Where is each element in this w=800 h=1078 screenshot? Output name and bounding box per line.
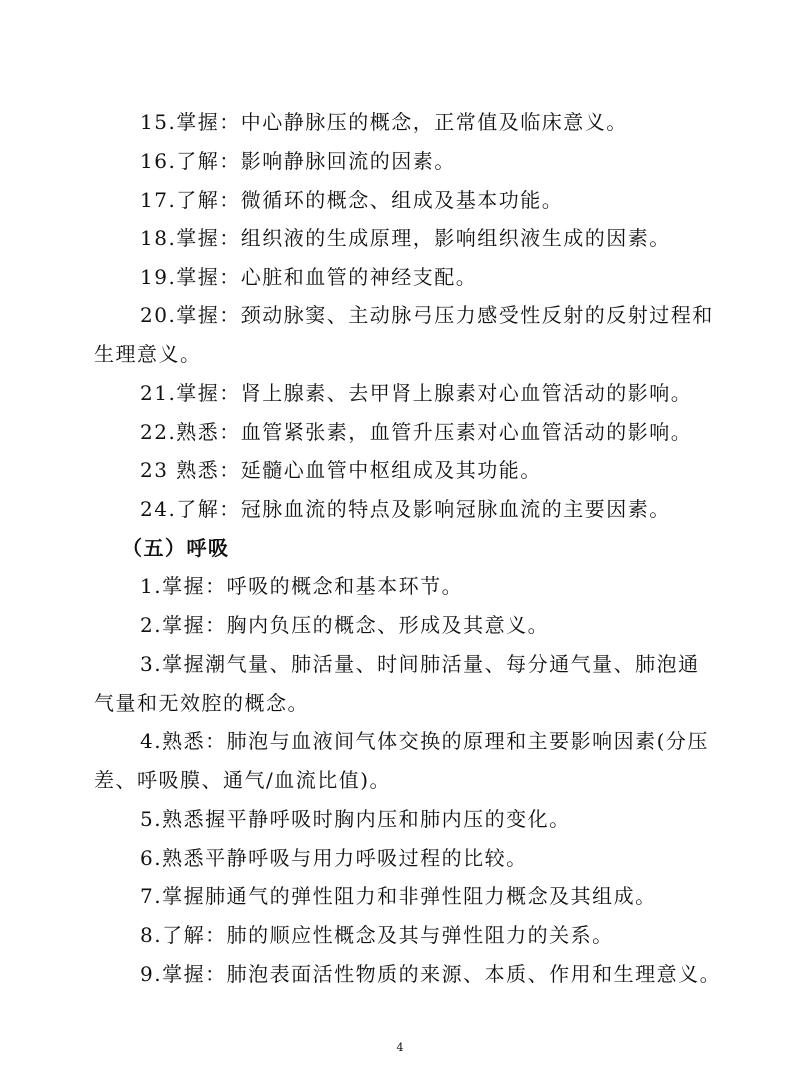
item-22: 22.熟悉：血管紧张素，血管升压素对心血管活动的影响。 [140, 420, 693, 444]
resp-item-4: 4.熟悉：肺泡与血液间气体交换的原理和主要影响因素(分压 [140, 729, 709, 753]
resp-item-3-continuation: 气量和无效腔的概念。 [94, 691, 309, 715]
item-15: 15.掌握：中心静脉压的概念，正常值及临床意义。 [140, 110, 628, 134]
item-17: 17.了解：微循环的概念、组成及基本功能。 [140, 188, 564, 212]
section-heading-respiration: （五）呼吸 [122, 536, 230, 560]
item-19: 19.掌握：心脏和血管的神经支配。 [140, 265, 478, 289]
item-23: 23 熟悉：延髓心血管中枢组成及其功能。 [140, 458, 542, 482]
resp-item-6: 6.熟悉平静呼吸与用力呼吸过程的比较。 [140, 846, 528, 870]
resp-item-9: 9.掌握：肺泡表面活性物质的来源、本质、作用和生理意义。 [140, 962, 722, 986]
resp-item-2: 2.掌握：胸内负压的概念、形成及其意义。 [140, 613, 550, 637]
resp-item-5: 5.熟悉握平静呼吸时胸内压和肺内压的变化。 [140, 807, 571, 831]
resp-item-4-continuation: 差、呼吸膜、通气/血流比值)。 [94, 768, 392, 792]
item-18: 18.掌握：组织液的生成原理，影响组织液生成的因素。 [140, 226, 671, 250]
resp-item-7: 7.掌握肺通气的弹性阻力和非弹性阻力概念及其组成。 [140, 884, 657, 908]
item-16: 16.了解：影响静脉回流的因素。 [140, 149, 456, 173]
resp-item-3: 3.掌握潮气量、肺活量、时间肺活量、每分通气量、肺泡通 [140, 652, 700, 676]
item-20: 20.掌握：颈动脉窦、主动脉弓压力感受性反射的反射过程和 [140, 303, 714, 327]
item-20-continuation: 生理意义。 [94, 342, 202, 366]
item-21: 21.掌握：肾上腺素、去甲肾上腺素对心血管活动的影响。 [140, 381, 693, 405]
resp-item-8: 8.了解：肺的顺应性概念及其与弹性阻力的关系。 [140, 923, 614, 947]
page-number: 4 [396, 1041, 404, 1054]
item-24: 24.了解：冠脉血流的特点及影响冠脉血流的主要因素。 [140, 497, 671, 521]
resp-item-1: 1.掌握：呼吸的概念和基本环节。 [140, 574, 464, 598]
